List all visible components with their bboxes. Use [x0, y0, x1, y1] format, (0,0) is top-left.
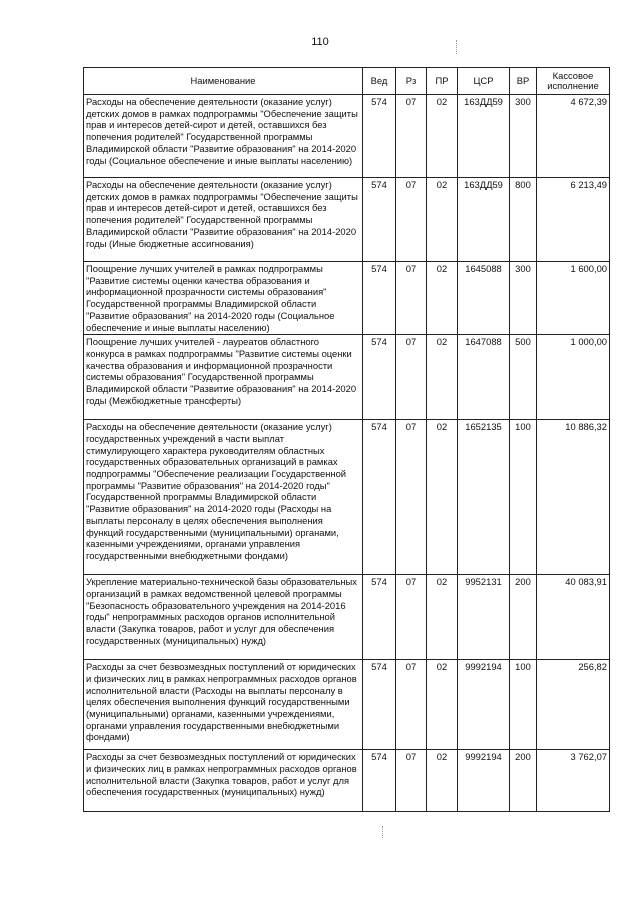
table-row: [84, 660, 610, 750]
table-row: [84, 262, 610, 335]
row-rz: 07: [396, 95, 427, 178]
header-name: Наименование: [84, 68, 363, 95]
row-vr: 300: [510, 262, 537, 335]
row-amount: 3 762,07: [537, 750, 610, 812]
row-ved: 574: [363, 178, 396, 262]
row-csr: 9992194: [458, 750, 510, 812]
header-rz: Рз: [396, 68, 427, 95]
header-vr: ВР: [510, 68, 537, 95]
row-rz: 07: [396, 420, 427, 575]
table-row: [84, 178, 610, 262]
row-csr: 1647088: [458, 335, 510, 420]
row-ved: 574: [363, 95, 396, 178]
row-pr: 02: [427, 575, 458, 660]
row-ved: 574: [363, 660, 396, 750]
row-csr: 163ДД59: [458, 178, 510, 262]
row-pr: 02: [427, 750, 458, 812]
row-pr: 02: [427, 178, 458, 262]
table-row: [84, 575, 610, 660]
row-vr: 100: [510, 660, 537, 750]
header-amount: Кассовое исполнение: [537, 68, 610, 95]
row-ved: 574: [363, 420, 396, 575]
table-row: [84, 95, 610, 178]
row-csr: 9992194: [458, 660, 510, 750]
row-csr: 9952131: [458, 575, 510, 660]
row-name: Расходы за счет безвозмездных поступлений от юридических и физических лиц в рамках непрограммных расходов органов исполнительной власти (Расходы на выплаты персоналу в целях обеспечения выполнения функций государственными (муниципальными) органами, казенными учреждениями, органами управления государственными внебюджетными фондами): [84, 660, 363, 750]
row-vr: 200: [510, 750, 537, 812]
row-name: Поощрение лучших учителей - лауреатов областного конкурса в рамках подпрограммы "Развитие системы оценки качества образования и информационной прозрачности системы образования" Государственной программы Владимирской области "Развитие образования" на 2014-2020 годы (Межбюджетные трансферты): [84, 335, 363, 420]
row-name: Расходы за счет безвозмездных поступлений от юридических и физических лиц в рамках непрограммных расходов органов исполнительной власти (Закупка товаров, работ и услуг для обеспечения государственных (муниципальных) нужд): [84, 750, 363, 812]
row-pr: 02: [427, 420, 458, 575]
row-name: Укрепление материально-технической базы образовательных организаций в рамках ведомственной целевой программы "Безопасность образовательного учреждения на 2014-2016 годы" непрограммных расходов органов исполнительной власти (Закупка товаров, работ и услуг для обеспечения государственных (муниципальных) нужд): [84, 575, 363, 660]
row-ved: 574: [363, 575, 396, 660]
row-vr: 500: [510, 335, 537, 420]
row-pr: 02: [427, 95, 458, 178]
row-pr: 02: [427, 335, 458, 420]
row-ved: 574: [363, 262, 396, 335]
row-rz: 07: [396, 178, 427, 262]
scan-mark: [456, 40, 457, 54]
table-row: [84, 335, 610, 420]
table-row: [84, 750, 610, 812]
row-csr: 1645088: [458, 262, 510, 335]
row-pr: 02: [427, 660, 458, 750]
row-amount: 6 213,49: [537, 178, 610, 262]
row-name: Расходы на обеспечение деятельности (оказание услуг) государственных учреждений в части выплат стимулирующего характера руководителям областных государственных образовательных организаций в рамках подпрограммы "Обеспечение реализации Государственной программы "Развитие образования" на 2014-2020 годы" Государственной программы Владимирской области "Развитие образования" на 2014-2020 годы (Расходы на выплаты персоналу в целях обеспечения выполнения функций государственными (муниципальными) органами, казенными учреждениями, органами управления государственными внебюджетными фондами): [84, 420, 363, 575]
row-amount: 10 886,32: [537, 420, 610, 575]
row-amount: 4 672,39: [537, 95, 610, 178]
table-header-row: [84, 68, 610, 95]
row-amount: 256,82: [537, 660, 610, 750]
page-number: 110: [311, 36, 329, 48]
row-vr: 200: [510, 575, 537, 660]
table-row: [84, 420, 610, 575]
row-vr: 800: [510, 178, 537, 262]
row-rz: 07: [396, 750, 427, 812]
row-vr: 100: [510, 420, 537, 575]
row-ved: 574: [363, 750, 396, 812]
row-csr: 1652135: [458, 420, 510, 575]
row-rz: 07: [396, 660, 427, 750]
row-name: Поощрение лучших учителей в рамках подпрограммы "Развитие системы оценки качества образования и информационной прозрачности системы образования" Государственной программы Владимирской области "Развитие образования" на 2014-2020 годы (Социальное обеспечение и иные выплаты населению): [84, 262, 363, 335]
row-amount: 1 000,00: [537, 335, 610, 420]
header-pr: ПР: [427, 68, 458, 95]
row-vr: 300: [510, 95, 537, 178]
row-rz: 07: [396, 262, 427, 335]
row-name: Расходы на обеспечение деятельности (оказание услуг) детских домов в рамках подпрограммы "Обеспечение защиты прав и интересов детей-сирот и детей, оставшихся без попечения родителей" Государственной программы Владимирской области "Развитие образования" на 2014-2020 годы (Иные бюджетные ассигнования): [84, 178, 363, 262]
row-pr: 02: [427, 262, 458, 335]
row-name: Расходы на обеспечение деятельности (оказание услуг) детских домов в рамках подпрограммы "Обеспечение защиты прав и интересов детей-сирот и детей, оставшихся без попечения родителей" Государственной программы Владимирской области "Развитие образования" на 2014-2020 годы (Социальное обеспечение и иные выплаты населению): [84, 95, 363, 178]
row-amount: 40 083,91: [537, 575, 610, 660]
header-ved: Вед: [363, 68, 396, 95]
header-csr: ЦСР: [458, 68, 510, 95]
scan-mark: [382, 826, 383, 838]
row-rz: 07: [396, 575, 427, 660]
row-amount: 1 600,00: [537, 262, 610, 335]
row-ved: 574: [363, 335, 396, 420]
budget-execution-table: [83, 67, 610, 812]
row-csr: 163ДД59: [458, 95, 510, 178]
row-rz: 07: [396, 335, 427, 420]
